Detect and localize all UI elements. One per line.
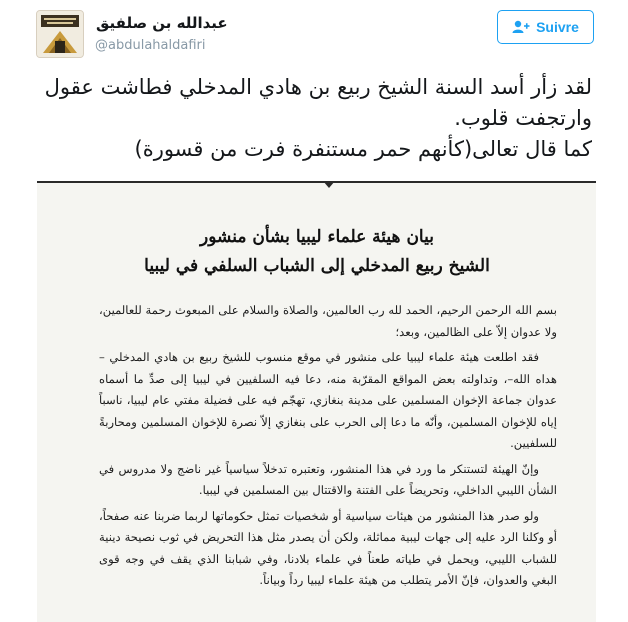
tweet-header [0, 0, 628, 70]
document-paragraph: بسم الله الرحمن الرحيم، الحمد لله رب العالمين، والصلاة والسلام على المبعوث رحمة للعالمين، ولا عدوان إلاّ على الظالمين، وبعد؛ [99, 303, 557, 339]
avatar[interactable] [36, 10, 84, 58]
document-top-notch-icon [323, 181, 335, 193]
follow-button-label: Suivre [536, 19, 579, 35]
document-paragraph: ولو صدر هذا المنشور من هيئات سياسية أو شخصيات تمثل حكوماتها لربما ضربنا عنه صفحاً، أو وكلنا الرد عليه إلى جهات ليبية مماثلة، ولكن أن يصدر مثل هذا التحريض في ثوب نصيحة دينية للشباب الليبي، ويحمل في طياته طعناً في علماء بلادنا، وفي شبابنا الذي يقف في وجه قوى البغي والعدوان، فإنّ الأمر يتطلب من هيئة علماء ليبيا رداً وبياناً. [99, 508, 557, 587]
username[interactable]: @abdulahaldafiri [95, 38, 206, 53]
document-body [99, 300, 557, 596]
attached-document-image[interactable] [37, 181, 596, 622]
follow-button[interactable] [497, 10, 594, 44]
tweet-text-line: لقد زأر أسد السنة الشيخ ربيع بن هادي المدخلي فطاشت عقول وارتجفت قلوب. [44, 75, 592, 130]
document-paragraph: وإنّ الهيئة لتستنكر ما ورد في هذا المنشور، وتعتبره تدخلاً سياسياً غير ناضج ولا مدروس في الشأن الليبي الداخلي، وتحريضاً على الفتنة والاقتتال بين المسلمين في ليبيا. [99, 461, 557, 497]
document-title-line1: بيان هيئة علماء ليبيا بشأن منشور [200, 227, 434, 247]
display-name[interactable]: عبدالله بن صلفيق [96, 14, 228, 32]
book-cover-avatar-icon [37, 11, 83, 57]
tweet-text [40, 72, 592, 165]
document-paragraph: فقد اطلعت هيئة علماء ليبيا على منشور في موقع منسوب للشيخ ربيع بن هادي المدخلي –هداه الله–، وتداولته بعض المواقع المقرّبة منه، دعا فيه السلفيين في ليبيا إلى صدِّ ما أسماه عدوان جماعة الإخوان المسلمين على مدينة بنغازي، تهجّم فيه على فضيلة مفتي عام ليبيا، ناسباً إياه للإخوان المسلمين، وأنّه ما دعا إلى الحرب على بنغازي إلاّ نصرة للإخوان المسلمين ومحاربةً للسلفيين. [99, 350, 557, 450]
tweet-text-line: كما قال تعالى(كأنهم حمر مستنفرة فرت من قسورة) [134, 137, 592, 161]
document-title-line2: الشيخ ربيع المدخلي إلى الشباب السلفي في ليبيا [144, 256, 490, 276]
add-user-icon [512, 20, 530, 34]
